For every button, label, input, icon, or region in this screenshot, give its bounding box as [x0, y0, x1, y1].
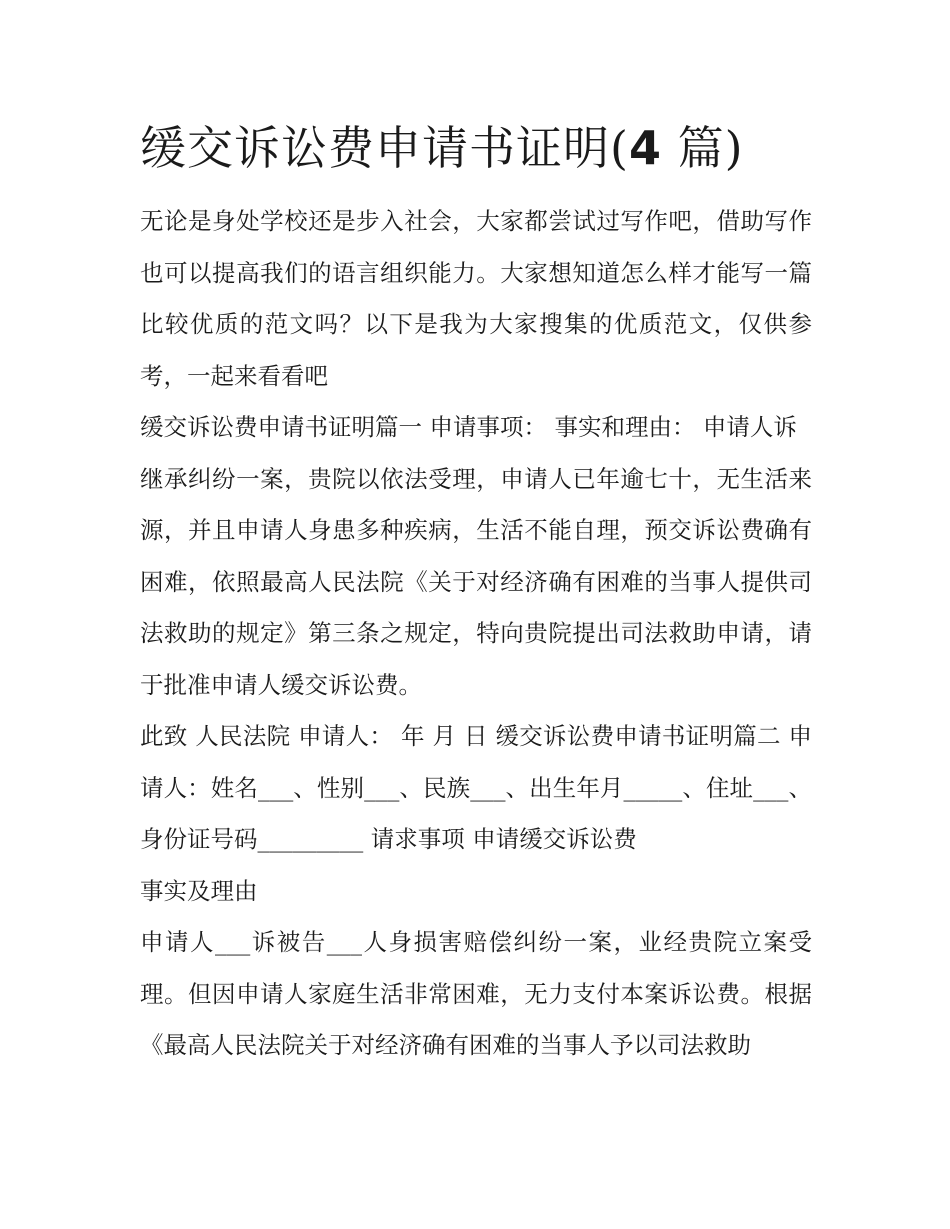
document-page [140, 112, 812, 1072]
title-count: 4 [628, 121, 662, 175]
document-title [140, 112, 812, 184]
intro-paragraph: 无论是身处学校还是步入社会，大家都尝试过写作吧，借助写作也可以提高我们的语言组织能力。大家想知道怎么样才能写一篇比较优质的范文吗？以下是我为大家搜集的优质范文，仅供参考，一起来看看吧 [140, 207, 812, 390]
facts-heading-paragraph: 事实及理由 [140, 876, 258, 905]
section-one-body-paragraph: 继承纠纷一案，贵院以依法受理，申请人已年逾七十，无生活来源，并且申请人身患多种疾病，生活不能自理，预交诉讼费确有困难，依照最高人民法院《关于对经济确有困难的当事人提供司法救助的规定》第三条之规定，特向贵院提出司法救助申请，请于批准申请人缓交诉讼费。 [140, 464, 812, 699]
title-main: 缓交诉讼费申请书证明( [140, 121, 629, 175]
title-end: 篇) [661, 121, 744, 175]
section-two-heading-paragraph: 此致 人民法院 申请人： 年 月 日 缓交诉讼费申请书证明篇二 申请人：姓名___、性别___、民族___、出生年月_____、住址___、身份证号码_________ 请求事项 申请缓交诉讼费 [140, 722, 812, 853]
facts-body-paragraph: 申请人___诉被告___人身损害赔偿纠纷一案，业经贵院立案受理。但因申请人家庭生活非常困难，无力支付本案诉讼费。根据《最高人民法院关于对经济确有困难的当事人予以司法救助 [140, 928, 812, 1059]
section-one-heading-paragraph: 缓交诉讼费申请书证明篇一 申请事项： 事实和理由： 申请人诉 [140, 413, 797, 441]
